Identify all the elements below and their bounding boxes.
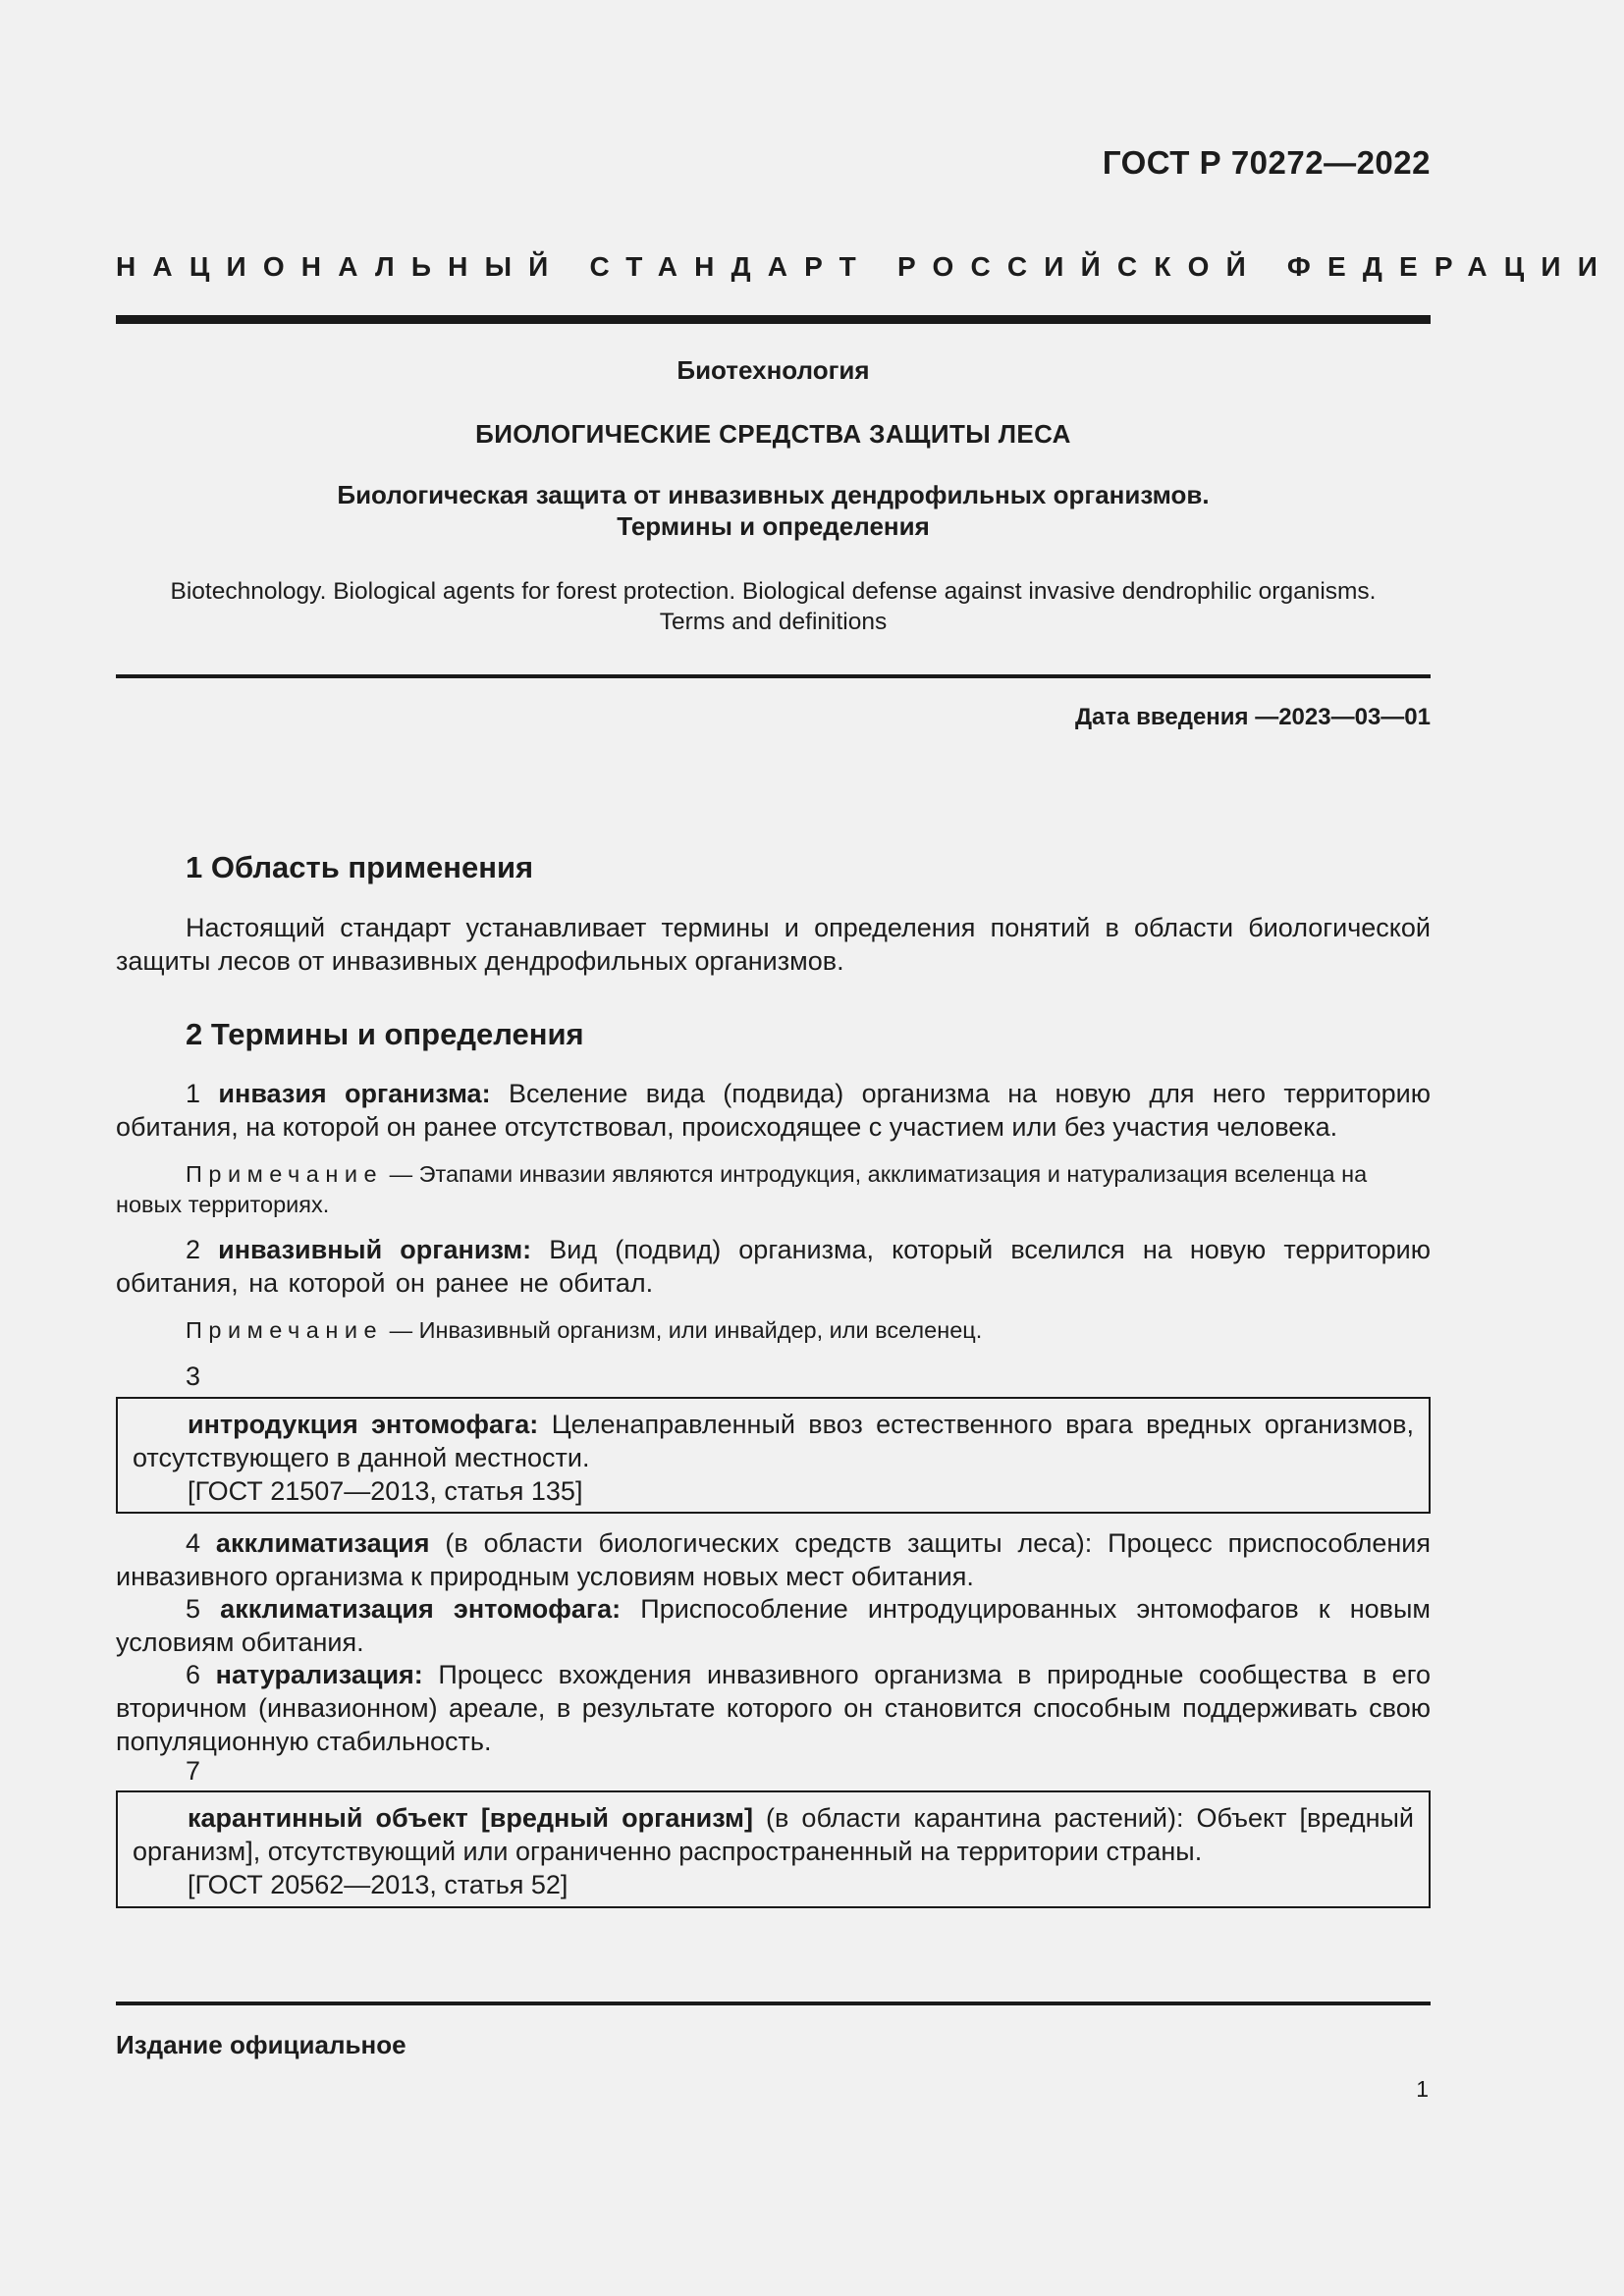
note-label: Примечание bbox=[186, 1317, 384, 1343]
english-title-line-2: Terms and definitions bbox=[659, 609, 888, 635]
footer-divider bbox=[116, 2002, 1431, 2005]
section-1-text: Настоящий стандарт устанавливает термины и определения понятий в области биологической защиты лесов от инвазивных дендрофильных организмов. bbox=[116, 913, 1431, 976]
term-definition: Процесс приспособления инвазивного организма к природным условиям новых мест обитания. bbox=[116, 1528, 1431, 1591]
term-definition: Вид (подвид) организма, который вселился на новую территорию обитания, на которой он ранее не обитал. bbox=[116, 1235, 1431, 1298]
term-number: 1 bbox=[186, 1079, 201, 1108]
section-2-heading: 2 Термины и определения bbox=[186, 1017, 584, 1051]
term-name: акклиматизация bbox=[215, 1528, 430, 1558]
term-definition: Вселение вида (подвида) организма на новую для него территорию обитания, на которой он ранее отсутствовал, происходящее с участием или без участия человека. bbox=[116, 1079, 1431, 1142]
term-number: 5 bbox=[186, 1594, 201, 1624]
english-title bbox=[116, 576, 1431, 637]
term-3-number: 3 bbox=[186, 1362, 201, 1391]
term-7-reference: [ГОСТ 20562—2013, статья 52] bbox=[188, 1870, 568, 1899]
title-line-1: Биологическая защита от инвазивных дендрофильных организмов. bbox=[337, 480, 1210, 509]
title-divider bbox=[116, 674, 1431, 678]
term-7-text bbox=[133, 1801, 1414, 1868]
term-definition: Целенаправленный ввоз естественного врага вредных организмов, отсутствующего в данной местности. bbox=[133, 1410, 1414, 1472]
note-label: Примечание bbox=[186, 1161, 384, 1187]
official-edition-label: Издание официальное bbox=[116, 2030, 406, 2059]
note-text: — Этапами инвазии являются интродукция, акклиматизация и натурализация вселенца на новых территориях. bbox=[116, 1161, 1368, 1217]
term-number: 2 bbox=[186, 1235, 201, 1264]
term-2 bbox=[116, 1233, 1431, 1300]
term-3-reference: [ГОСТ 21507—2013, статья 135] bbox=[188, 1476, 583, 1506]
section-1-heading: 1 Область применения bbox=[186, 850, 534, 884]
term-7-box bbox=[116, 1790, 1431, 1908]
term-qualifier: (в области биологических средств защиты леса): bbox=[445, 1528, 1093, 1558]
term-3-text bbox=[133, 1408, 1414, 1474]
term-qualifier: (в области карантина растений): bbox=[766, 1803, 1184, 1833]
introduction-date: Дата введения —2023—03—01 bbox=[1074, 704, 1431, 730]
term-name: инвазия организма: bbox=[218, 1079, 491, 1108]
title-block bbox=[116, 479, 1431, 542]
term-2-note bbox=[116, 1315, 1431, 1346]
national-standard-header: НАЦИОНАЛЬНЫЙ СТАНДАРТ РОССИЙСКОЙ ФЕДЕРАЦИИ bbox=[116, 251, 1615, 282]
term-number: 4 bbox=[186, 1528, 201, 1558]
title-main: БИОЛОГИЧЕСКИЕ СРЕДСТВА ЗАЩИТЫ ЛЕСА bbox=[475, 419, 1071, 449]
title-line-2: Термины и определения bbox=[617, 511, 930, 541]
term-3-box bbox=[116, 1397, 1431, 1514]
term-name: карантинный объект [вредный организм] bbox=[188, 1803, 753, 1833]
term-1-note bbox=[116, 1159, 1431, 1220]
term-name: акклиматизация энтомофага: bbox=[220, 1594, 622, 1624]
header-divider bbox=[116, 315, 1431, 324]
term-7-number: 7 bbox=[186, 1756, 201, 1786]
term-name: натурализация: bbox=[215, 1660, 423, 1689]
term-definition: Процесс вхождения инвазивного организма в природные сообщества в его вторичном (инвазионном) ареале, в результате которого он становится способным поддерживать свою популяционную стабильность. bbox=[116, 1660, 1431, 1756]
term-6 bbox=[116, 1658, 1431, 1758]
term-1 bbox=[116, 1077, 1431, 1144]
english-title-line-1: Biotechnology. Biological agents for forest protection. Biological defense against invasive dendrophilic organisms. bbox=[170, 578, 1377, 605]
term-name: инвазивный организм: bbox=[218, 1235, 532, 1264]
document-number: ГОСТ Р 70272—2022 bbox=[1102, 144, 1431, 181]
page-number: 1 bbox=[1416, 2076, 1429, 2102]
title-subject: Биотехнология bbox=[677, 355, 870, 385]
term-4 bbox=[116, 1526, 1431, 1593]
term-definition: Приспособление интродуцированных энтомофагов к новым условиям обитания. bbox=[116, 1594, 1431, 1657]
term-definition: Объект [вредный организм], отсутствующий или ограниченно распространенный на территории страны. bbox=[133, 1803, 1414, 1866]
note-text: — Инвазивный организм, или инвайдер, или вселенец. bbox=[389, 1317, 983, 1343]
term-number: 6 bbox=[186, 1660, 201, 1689]
term-5 bbox=[116, 1592, 1431, 1659]
term-name: интродукция энтомофага: bbox=[188, 1410, 539, 1439]
